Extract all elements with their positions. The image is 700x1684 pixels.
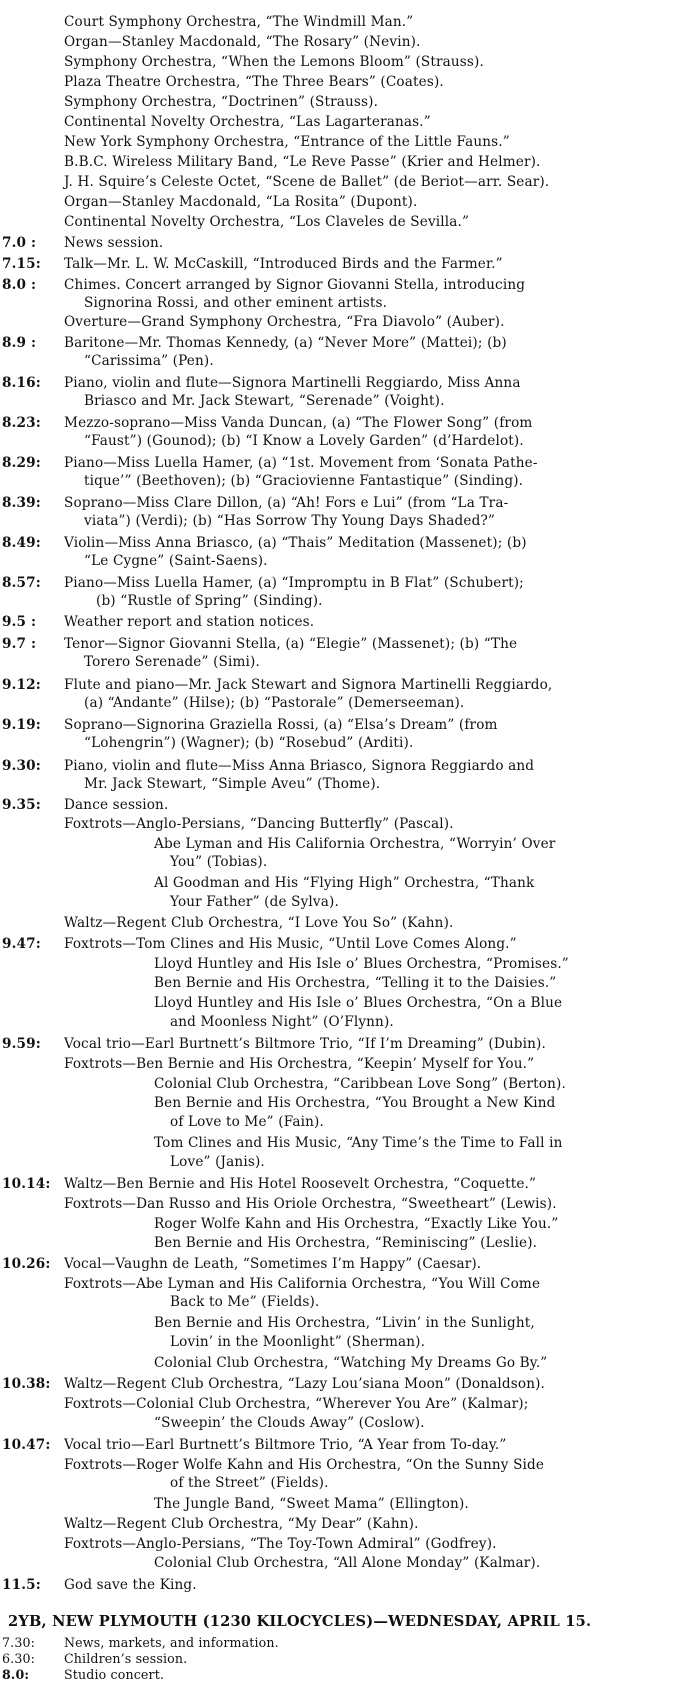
- programme-line: Symphony Orchestra, “Doctrinen” (Strauss).: [64, 94, 379, 110]
- programme-line: Your Father” (de Sylva).: [170, 894, 339, 910]
- programme-line: Foxtrots—Ben Bernie and His Orchestra, “Keepin’ Myself for You.”: [64, 1056, 535, 1072]
- time-label: 9.12:: [2, 677, 41, 693]
- programme-line: Lovin’ in the Moonlight” (Sherman).: [170, 1334, 426, 1350]
- programme-line: 8.49: Violin—Miss Anna Briasco, (a) “Thais” Meditation (Massenet); (b): [2, 535, 527, 551]
- time-label: 9.7 :: [2, 636, 37, 652]
- programme-line: 8.39: Soprano—Miss Clare Dillon, (a) “Ah! Fors e Lui” (from “La Tra-: [2, 495, 509, 511]
- programme-line: 11.5: God save the King.: [2, 1577, 197, 1593]
- time-label: 8.39:: [2, 495, 41, 511]
- programme-line: and Moonless Night” (O’Flynn).: [170, 1014, 394, 1030]
- programme-line: 10.47: Vocal trio—Earl Burtnett’s Biltmore Trio, “A Year from To-day.”: [2, 1437, 507, 1453]
- programme-line: 9.5 : Weather report and station notices.: [2, 614, 315, 630]
- programme-line: Foxtrots—Dan Russo and His Oriole Orchestra, “Sweetheart” (Lewis).: [64, 1196, 557, 1212]
- programme-line: 9.59: Vocal trio—Earl Burtnett’s Biltmore Trio, “If I’m Dreaming” (Dubin).: [2, 1036, 546, 1052]
- programme-line: Foxtrots—Anglo-Persians, “Dancing Butterfly” (Pascal).: [64, 816, 454, 832]
- programme-line: 7.0 : News session.: [2, 235, 164, 251]
- programme-line: Lloyd Huntley and His Isle o’ Blues Orchestra, “On a Blue: [154, 995, 563, 1011]
- programme-line: Organ—Stanley Macdonald, “The Rosary” (Nevin).: [64, 34, 421, 50]
- programme-line: You” (Tobias).: [170, 854, 268, 870]
- programme-line: Ben Bernie and His Orchestra, “Livin’ in the Sunlight,: [154, 1315, 535, 1331]
- programme-line: Ben Bernie and His Orchestra, “You Brought a New Kind: [154, 1095, 556, 1111]
- time-label: 6.30:: [2, 1651, 36, 1666]
- programme-line: Mr. Jack Stewart, “Simple Aveu” (Thome).: [84, 776, 381, 792]
- programme-line: Overture—Grand Symphony Orchestra, “Fra Diavolo” (Auber).: [64, 314, 505, 330]
- time-label: 10.38:: [2, 1376, 51, 1392]
- programme-line: tique’” (Beethoven); (b) “Graciovienne Fantastique” (Sinding).: [84, 473, 524, 489]
- time-label: 7.0 :: [2, 235, 37, 251]
- programme-line: 8.23: Mezzo-soprano—Miss Vanda Duncan, (a) “The Flower Song” (from: [2, 415, 533, 431]
- programme-line: (a) “Andante” (Hilse); (b) “Pastorale” (Demerseeman).: [84, 695, 465, 711]
- programme-line: 7.15: Talk—Mr. L. W. McCaskill, “Introduced Birds and the Farmer.”: [2, 256, 503, 272]
- station-line: 7.30: News, markets, and information.: [2, 1635, 279, 1650]
- programme-line: Briasco and Mr. Jack Stewart, “Serenade” (Voight).: [84, 393, 445, 409]
- programme-line: 8.57: Piano—Miss Luella Hamer, (a) “Impromptu in B Flat” (Schubert);: [2, 575, 524, 591]
- programme-line: Ben Bernie and His Orchestra, “Reminiscing” (Leslie).: [154, 1235, 538, 1251]
- time-label: 9.5 :: [2, 614, 37, 630]
- programme-line: of the Street” (Fields).: [170, 1475, 329, 1491]
- programme-line: “Sweepin’ the Clouds Away” (Coslow).: [154, 1415, 425, 1431]
- programme-line: Foxtrots—Roger Wolfe Kahn and His Orchestra, “On the Sunny Side: [64, 1457, 545, 1473]
- programme-line: “Le Cygne” (Saint-Saens).: [84, 553, 268, 569]
- time-label: 8.16:: [2, 375, 41, 391]
- programme-line: 10.26: Vocal—Vaughn de Leath, “Sometimes I’m Happy” (Caesar).: [2, 1256, 482, 1272]
- programme-line: 8.9 : Baritone—Mr. Thomas Kennedy, (a) “Never More” (Mattei); (b): [2, 335, 507, 351]
- programme-line: 10.38: Waltz—Regent Club Orchestra, “Lazy Lou’siana Moon” (Donaldson).: [2, 1376, 546, 1392]
- programme-line: Foxtrots—Anglo-Persians, “The Toy-Town Admiral” (Godfrey).: [64, 1536, 497, 1552]
- programme-line: J. H. Squire’s Celeste Octet, “Scene de Ballet” (de Beriot—arr. Sear).: [64, 174, 550, 190]
- time-label: 9.19:: [2, 717, 41, 733]
- programme-line: 9.47: Foxtrots—Tom Clines and His Music, “Until Love Comes Along.”: [2, 936, 517, 952]
- time-label: 10.47:: [2, 1437, 51, 1453]
- programme-line: viata”) (Verdi); (b) “Has Sorrow Thy Young Days Shaded?”: [84, 513, 495, 529]
- time-label: 7.15:: [2, 256, 41, 272]
- programme-line: 9.35: Dance session.: [2, 797, 169, 813]
- programme-line: 8.0 : Chimes. Concert arranged by Signor Giovanni Stella, introducing: [2, 277, 526, 293]
- time-label: 7.30:: [2, 1635, 36, 1650]
- programme-line: of Love to Me” (Fain).: [170, 1114, 324, 1130]
- programme-line: Court Symphony Orchestra, “The Windmill Man.”: [64, 14, 414, 30]
- programme-line: Abe Lyman and His California Orchestra, “Worryin’ Over: [154, 836, 556, 852]
- programme-line: “Faust”) (Gounod); (b) “I Know a Lovely Garden” (d’Hardelot).: [84, 433, 524, 449]
- programme-line: 8.16: Piano, violin and flute—Signora Martinelli Reggiardo, Miss Anna: [2, 375, 521, 391]
- time-label: 9.30:: [2, 758, 41, 774]
- time-label: 9.35:: [2, 797, 41, 813]
- programme-line: Lloyd Huntley and His Isle o’ Blues Orchestra, “Promises.”: [154, 956, 569, 972]
- time-label: 10.14:: [2, 1176, 51, 1192]
- station-line: 8.0: Studio concert.: [2, 1667, 165, 1682]
- programme-line: Colonial Club Orchestra, “Watching My Dreams Go By.”: [154, 1355, 548, 1371]
- station-line: 6.30: Children’s session.: [2, 1651, 188, 1666]
- programme-line: 10.14: Waltz—Ben Bernie and His Hotel Roosevelt Orchestra, “Coquette.”: [2, 1176, 537, 1192]
- programme-line: New York Symphony Orchestra, “Entrance of the Little Fauns.”: [64, 134, 510, 150]
- programme-line: Waltz—Regent Club Orchestra, “My Dear” (Kahn).: [64, 1516, 419, 1532]
- programme-line: Signorina Rossi, and other eminent artists.: [84, 295, 388, 311]
- programme-line: Plaza Theatre Orchestra, “The Three Bears” (Coates).: [64, 74, 444, 90]
- station-heading: 2YB, NEW PLYMOUTH (1230 KILOCYCLES)—WEDNESDAY, APRIL 15.: [8, 1613, 592, 1630]
- programme-line: Back to Me” (Fields).: [170, 1294, 320, 1310]
- programme-line: Foxtrots—Abe Lyman and His California Orchestra, “You Will Come: [64, 1276, 541, 1292]
- programme-line: Waltz—Regent Club Orchestra, “I Love You So” (Kahn).: [64, 915, 454, 931]
- time-label: 8.9 :: [2, 335, 37, 351]
- time-label: 8.0:: [2, 1667, 30, 1682]
- programme-line: Torero Serenade” (Simi).: [84, 654, 260, 670]
- time-label: 8.23:: [2, 415, 41, 431]
- programme-line: Roger Wolfe Kahn and His Orchestra, “Exactly Like You.”: [154, 1216, 559, 1232]
- programme-line: Colonial Club Orchestra, “Caribbean Love Song” (Berton).: [154, 1076, 566, 1092]
- time-label: 11.5:: [2, 1577, 41, 1593]
- time-label: 9.47:: [2, 936, 41, 952]
- programme-line: Ben Bernie and His Orchestra, “Telling it to the Daisies.”: [154, 975, 557, 991]
- programme-line: Al Goodman and His “Flying High” Orchestra, “Thank: [154, 875, 535, 891]
- time-label: 8.49:: [2, 535, 41, 551]
- time-label: 9.59:: [2, 1036, 41, 1052]
- programme-line: 8.29: Piano—Miss Luella Hamer, (a) “1st. Movement from ‘Sonata Pathe-: [2, 455, 538, 471]
- programme-line: Tom Clines and His Music, “Any Time’s the Time to Fall in: [154, 1135, 563, 1151]
- programme-line: The Jungle Band, “Sweet Mama” (Ellington).: [154, 1496, 469, 1512]
- programme-line: Love” (Janis).: [170, 1154, 265, 1170]
- programme-line: 9.30: Piano, violin and flute—Miss Anna Briasco, Signora Reggiardo and: [2, 758, 535, 774]
- programme-line: Continental Novelty Orchestra, “Las Lagarteranas.”: [64, 114, 431, 130]
- programme-line: Organ—Stanley Macdonald, “La Rosita” (Dupont).: [64, 194, 418, 210]
- programme-line: Continental Novelty Orchestra, “Los Claveles de Sevilla.”: [64, 214, 470, 230]
- programme-line: (b) “Rustle of Spring” (Sinding).: [96, 593, 323, 609]
- programme-line: “Lohengrin”) (Wagner); (b) “Rosebud” (Arditi).: [84, 735, 414, 751]
- programme-line: Symphony Orchestra, “When the Lemons Bloom” (Strauss).: [64, 54, 484, 70]
- time-label: 8.0 :: [2, 277, 37, 293]
- programme-line: Foxtrots—Colonial Club Orchestra, “Wherever You Are” (Kalmar);: [64, 1396, 529, 1412]
- time-label: 10.26:: [2, 1256, 51, 1272]
- programme-line: Colonial Club Orchestra, “All Alone Monday” (Kalmar).: [154, 1555, 541, 1571]
- programme-line: 9.19: Soprano—Signorina Graziella Rossi, (a) “Elsa’s Dream” (from: [2, 717, 498, 733]
- programme-line: 9.7 : Tenor—Signor Giovanni Stella, (a) “Elegie” (Massenet); (b) “The: [2, 636, 518, 652]
- programme-line: “Carissima” (Pen).: [84, 353, 214, 369]
- programme-line: 9.12: Flute and piano—Mr. Jack Stewart and Signora Martinelli Reggiardo,: [2, 677, 553, 693]
- time-label: 8.57:: [2, 575, 41, 591]
- programme-line: B.B.C. Wireless Military Band, “Le Reve Passe” (Krier and Helmer).: [64, 154, 541, 170]
- time-label: 8.29:: [2, 455, 41, 471]
